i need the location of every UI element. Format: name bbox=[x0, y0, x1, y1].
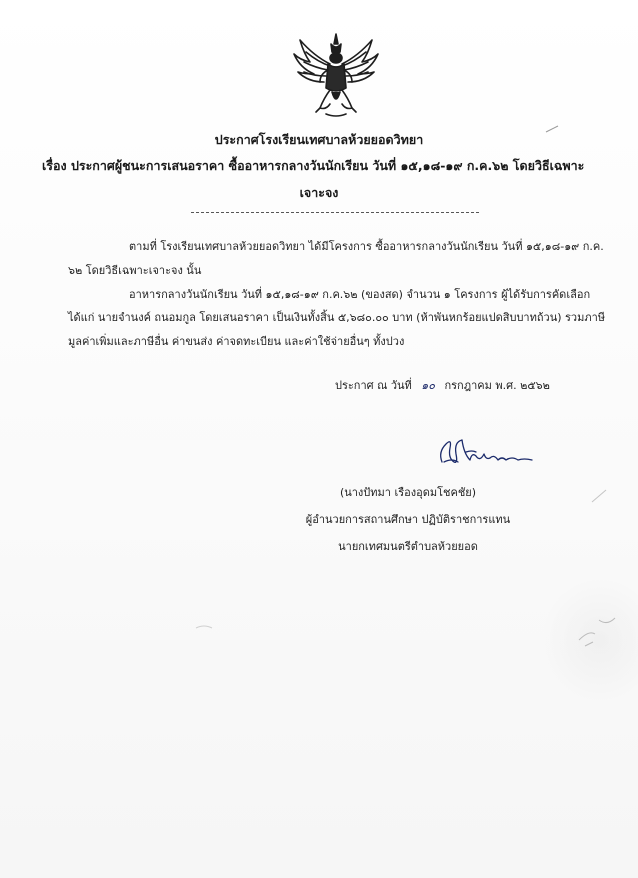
scan-mark bbox=[545, 124, 559, 134]
signer-position-1: ผู้อำนวยการสถานศึกษา ปฏิบัติราชการแทน bbox=[305, 513, 511, 526]
announcement-title: ประกาศโรงเรียนเทศบาลห้วยยอดวิทยา bbox=[214, 132, 424, 147]
scan-mark bbox=[194, 620, 224, 632]
date-suffix: กรกฎาคม พ.ศ. ๒๕๖๒ bbox=[444, 379, 550, 392]
scan-mark bbox=[590, 486, 610, 506]
paragraph-1-line-2: ๖๒ โดยวิธีเฉพาะเจาะจง นั้น bbox=[68, 264, 202, 277]
signer-name: (นางปัทมา เรืองอุดมโชคชัย) bbox=[339, 486, 477, 499]
date-day: ๑๐ bbox=[421, 379, 435, 392]
signer-position-2: นายกเทศมนตรีตำบลห้วยยอด bbox=[338, 540, 478, 553]
dashed-divider bbox=[191, 212, 479, 213]
paragraph-2-line-1: อาหารกลางวันนักเรียน วันที่ ๑๕,๑๘-๑๙ ก.ค.๖๒ (ของสด) จำนวน ๑ โครงการ ผู้ได้รับการคัดเลือก bbox=[129, 288, 591, 301]
announcement-date bbox=[335, 376, 550, 394]
handwritten-signature bbox=[432, 432, 540, 472]
garuda-emblem-icon bbox=[290, 30, 382, 122]
paragraph-2-line-2: ได้แก่ นายจำนงค์ ถนอมกูล โดยเสนอราคา เป็นเงินทั้งสิ้น ๕,๖๘๐.๐๐ บาท (ห้าพันหกร้อยแปดสิบบาทถ้วน) รวมภาษี bbox=[68, 311, 606, 324]
paragraph-2-line-3: มูลค่าเพิ่มและภาษีอื่น ค่าขนส่ง ค่าจดทะเบียน และค่าใช้จ่ายอื่นๆ ทั้งปวง bbox=[68, 335, 405, 348]
scan-mark bbox=[575, 600, 625, 650]
subject-line-1: เรื่อง ประกาศผู้ชนะการเสนอราคา ซื้ออาหารกลางวันนักเรียน วันที่ ๑๕,๑๘-๑๙ ก.ค.๖๒ โดยวิธีเฉพาะ bbox=[42, 158, 585, 173]
date-prefix: ประกาศ ณ วันที่ bbox=[335, 379, 412, 392]
paragraph-1-line-1: ตามที่ โรงเรียนเทศบาลห้วยยอดวิทยา ได้มีโครงการ ซื้ออาหารกลางวันนักเรียน วันที่ ๑๕,๑๘-๑๙ ก.ค. bbox=[129, 240, 604, 253]
subject-line-2: เจาะจง bbox=[299, 185, 339, 200]
